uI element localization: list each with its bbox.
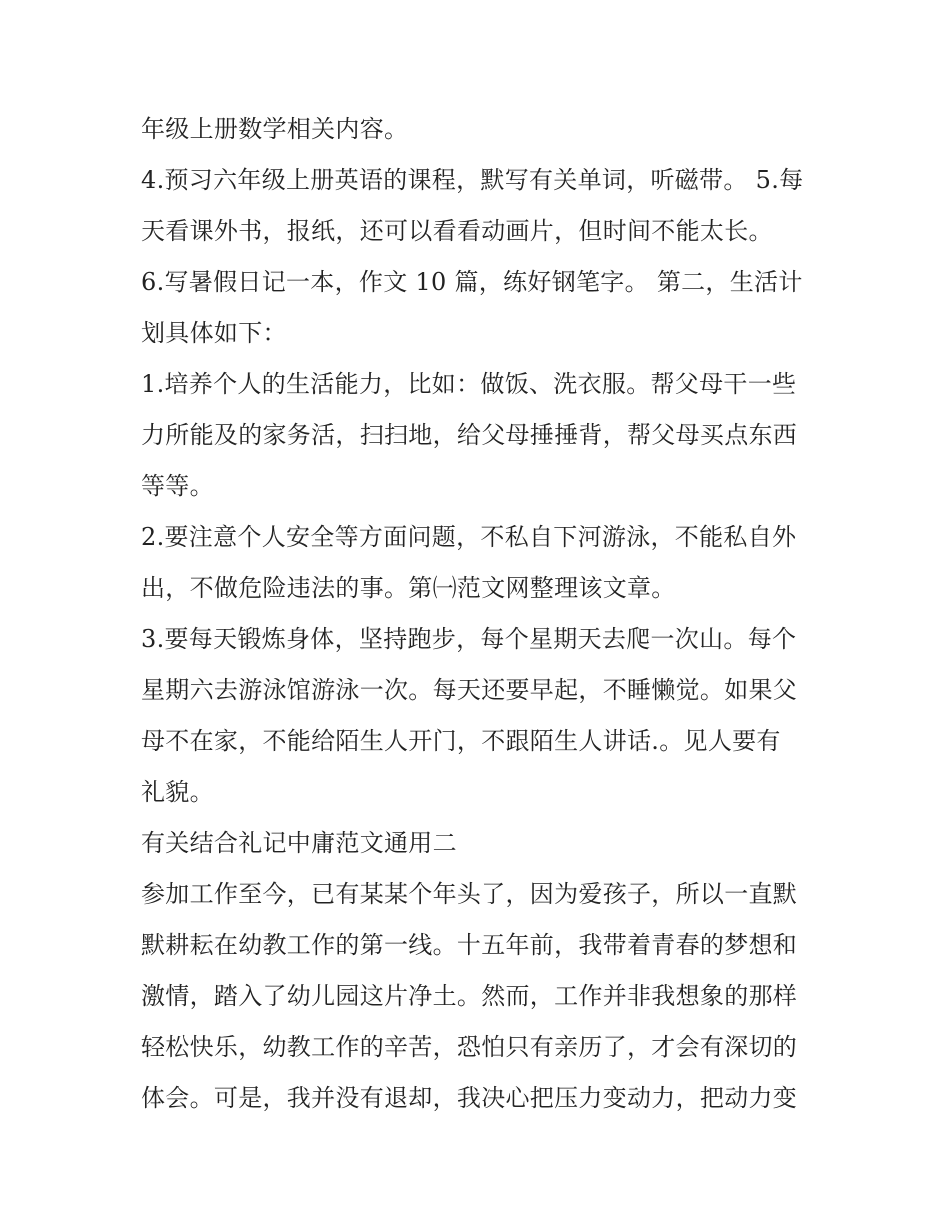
text-line: 默耕耘在幼教工作的第一线。十五年前，我带着青春的梦想和 [141, 931, 798, 959]
text-line: 4.预习六年级上册英语的课程，默写有关单词，听磁带。 5.每 [141, 166, 804, 194]
text-line: 力所能及的家务活，扫扫地，给父母捶捶背，帮父母买点东西 [141, 421, 798, 449]
document-body [141, 104, 821, 1124]
text-line: 轻松快乐，幼教工作的辛苦，恐怕只有亲历了，才会有深切的 [141, 1033, 798, 1061]
text-line: 划具体如下： [141, 319, 287, 347]
text-line: 6.写暑假日记一本，作文 10 篇，练好钢笔字。 第二，生活计 [141, 268, 803, 296]
section-heading: 有关结合礼记中庸范文通用二 [141, 829, 457, 857]
text-line: 母不在家，不能给陌生人开门，不跟陌生人讲话.。见人要有 [141, 727, 781, 755]
text-line: 体会。可是，我并没有退却，我决心把压力变动力，把动力变 [141, 1084, 798, 1112]
text-line: 天看课外书，报纸，还可以看看动画片，但时间不能太长。 [141, 217, 773, 245]
text-line: 星期六去游泳馆游泳一次。每天还要早起，不睡懒觉。如果父 [141, 676, 798, 704]
text-line: 1.培养个人的生活能力，比如：做饭、洗衣服。帮父母干一些 [141, 370, 797, 398]
text-line: 年级上册数学相关内容。 [141, 115, 409, 143]
text-line: 参加工作至今，已有某某个年头了，因为爱孩子，所以一直默 [141, 880, 798, 908]
text-line: 3.要每天锻炼身体，坚持跑步，每个星期天去爬一次山。每个 [141, 625, 797, 653]
text-line: 礼貌。 [141, 778, 214, 806]
text-line: 出，不做危险违法的事。第㈠范文网整理该文章。 [141, 574, 676, 602]
text-line: 激情，踏入了幼儿园这片净土。然而，工作并非我想象的那样 [141, 982, 798, 1010]
text-line: 等等。 [141, 472, 214, 500]
text-line: 2.要注意个人安全等方面问题，不私自下河游泳，不能私自外 [141, 523, 797, 551]
